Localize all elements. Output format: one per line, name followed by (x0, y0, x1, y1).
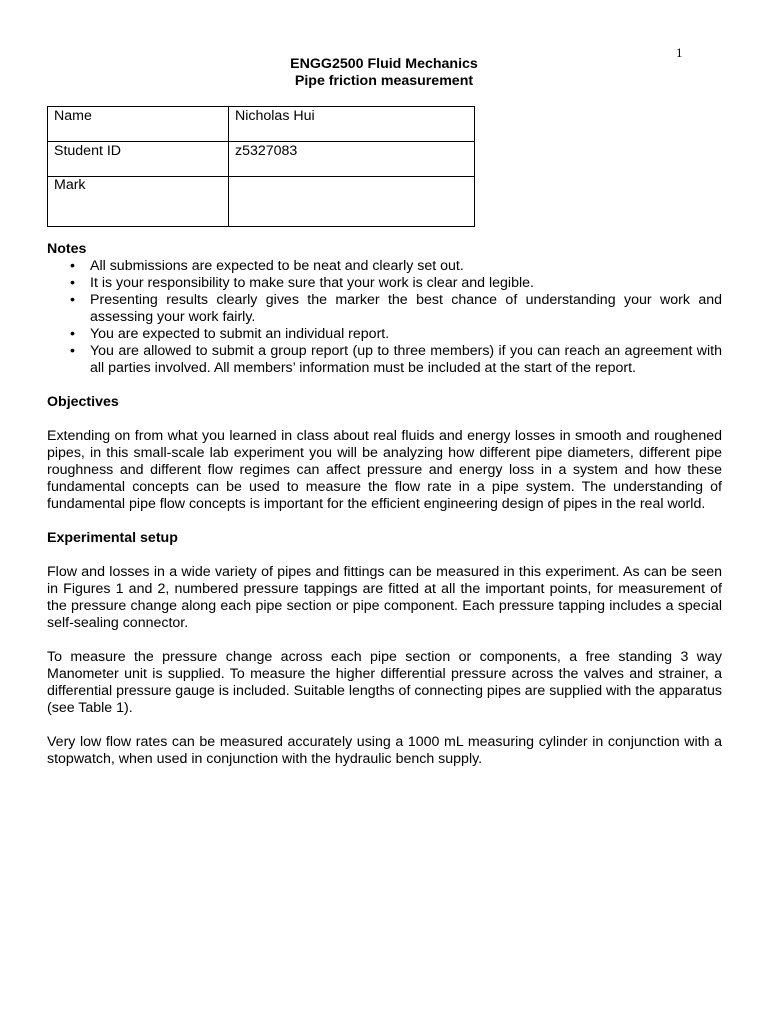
list-item-text: All submissions are expected to be neat and clearly set out. (90, 258, 464, 274)
mark-label: Mark (48, 177, 229, 227)
student-info-table (47, 106, 475, 227)
list-item-text: It is your responsibility to make sure that your work is clear and legible. (90, 275, 534, 291)
notes-heading: Notes (47, 241, 87, 257)
bullet-icon: • (70, 258, 75, 274)
name-value: Nicholas Hui (229, 107, 475, 142)
list-item (70, 275, 722, 292)
name-label: Name (48, 107, 229, 142)
table-row (48, 107, 475, 142)
bullet-icon: • (70, 326, 75, 342)
objectives-heading: Objectives (47, 394, 119, 410)
list-item-text: You are expected to submit an individual report. (90, 326, 390, 342)
list-item (70, 258, 722, 275)
list-item-text: Presenting results clearly gives the marker the best chance of understanding your work and assessing your work fairly. (90, 292, 722, 325)
student-id-value: z5327083 (229, 142, 475, 177)
course-title: ENGG2500 Fluid Mechanics (290, 56, 478, 72)
setup-paragraph-1: Flow and losses in a wide variety of pipes and fittings can be measured in this experiment. As can be seen in Figures 1 and 2, numbered pressure tappings are fitted at all the important points, for measurement of the pressure change along each pipe section or pipe component. Each pressure tapping includes a special self-sealing connector. (47, 564, 722, 631)
bullet-icon: • (70, 275, 75, 291)
student-id-label: Student ID (48, 142, 229, 177)
mark-value (229, 177, 475, 227)
bullet-icon: • (70, 292, 75, 308)
table-row (48, 142, 475, 177)
list-item (70, 343, 722, 377)
experimental-setup-heading: Experimental setup (47, 530, 178, 546)
document-title (0, 56, 768, 90)
list-item (70, 292, 722, 326)
page-number: 1 (676, 45, 683, 60)
table-row (48, 177, 475, 227)
document-body (47, 241, 722, 768)
experiment-title: Pipe friction measurement (294, 73, 474, 89)
list-item-text: You are allowed to submit a group report (up to three members) if you can reach an agreement with all parties involved. All members’ information must be included at the start of the report. (90, 343, 722, 376)
list-item (70, 326, 722, 343)
objectives-paragraph: Extending on from what you learned in class about real fluids and energy losses in smooth and roughened pipes, in this small-scale lab experiment you will be analyzing how different pipe diameters, different pipe roughness and different flow regimes can affect pressure and energy loss in a system and how these fundamental concepts can be used to measure the flow rate in a pipe system. The understanding of fundamental pipe flow concepts is important for the efficient engineering design of pipes in the real world. (47, 428, 722, 512)
bullet-icon: • (70, 343, 75, 359)
setup-paragraph-2: To measure the pressure change across each pipe section or components, a free standing 3 way Manometer unit is supplied. To measure the higher differential pressure across the valves and strainer, a differential pressure gauge is included. Suitable lengths of connecting pipes are supplied with the apparatus (see Table 1). (47, 649, 722, 716)
notes-list (47, 258, 722, 377)
setup-paragraph-3: Very low flow rates can be measured accurately using a 1000 mL measuring cylinder in conjunction with a stopwatch, when used in conjunction with the hydraulic bench supply. (47, 734, 722, 767)
